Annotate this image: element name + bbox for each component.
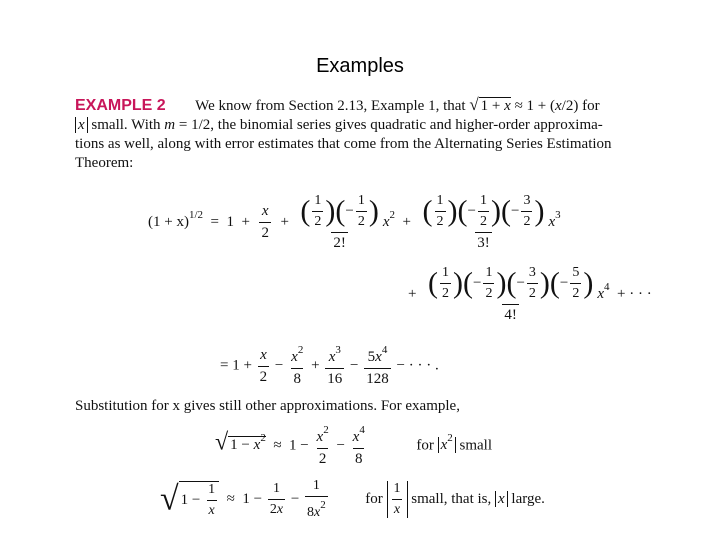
series-row-1: $(1 + x)^{1/2} = 1$ + $\frac{x}{2}$ + ( $\frac{1}{2}$ )(− $\frac{1}{2}$ ) 2! $x^2$ + ( $\frac{1}{2}$ )(− $\frac{1}{2}$ )(− $\frac{3}{2}$ ) 3! $x^3$	[148, 193, 561, 251]
example-label: EXAMPLE 2	[75, 97, 166, 114]
cond2-end: large.	[511, 490, 545, 507]
term-x-over-2: $\frac{x}{2}$	[261, 203, 269, 241]
intro-text-a: We know from Section 2.13, Example 1, that	[195, 98, 466, 114]
series-ellipsis: + · · ·	[617, 285, 652, 302]
term-2: ( $\frac{1}{2}$ )(− $\frac{1}{2}$ ) 2!	[300, 193, 379, 251]
term-4: ( $\frac{1}{2}$ )(− $\frac{1}{2}$ )(− $\frac{3}{2}$ )(− $\frac{5}{2}$ ) 4!	[427, 265, 594, 323]
slide-title: Examples	[316, 55, 404, 77]
intro-text-b: for	[582, 98, 600, 114]
line3-text: tions as well, along with error estimates that come from the Alternating Series Estimation	[75, 136, 612, 152]
sqrt-expression: √ 1 + x ≈ 1 + (x/2)	[469, 95, 579, 114]
approx-row-1: √ $1 - x^2 \approx 1$ − $\frac{x^2}{2}$ − $\frac{x^4}{8}$ for $x^2$ small	[215, 424, 492, 467]
line2-text: small. With	[91, 117, 161, 133]
series-row-3-end: − · · · .	[396, 357, 439, 374]
m-value: m = 1/2	[164, 117, 211, 133]
series-row-2: + ( $\frac{1}{2}$ )(− $\frac{1}{2}$ )(− $\frac{3}{2}$ )(− $\frac{5}{2}$ ) 4! $x^4$ + · · ·	[408, 265, 652, 323]
example-paragraph	[75, 95, 670, 173]
approx-row-2: √ 1 − $\frac{1}{x}$ ≈ 1 − $\frac{1}{2x}$ − $\frac{1}{8x^2}$ for $\frac{1}{x}$ small, that is, x large.	[160, 478, 545, 520]
series-lhs: $(1 + x)^{1/2}$	[148, 208, 204, 230]
substitution-text: Substitution for x gives still other approximations. For example,	[75, 398, 460, 414]
series-row-3: = 1 + $\frac{x}{2}$ − $\frac{x^2}{8}$ + $\frac{x^3}{16}$ − $\frac{5x^4}{128}$ − · · · .	[220, 344, 439, 387]
line2-text-b: , the binomial series gives quadratic and higher-order approxima-	[210, 117, 603, 133]
cond2-text: small, that is,	[411, 490, 492, 507]
cond1-text: small	[459, 437, 492, 454]
abs-x: x	[75, 117, 88, 133]
line4-text: Theorem:	[75, 155, 134, 171]
term-3: ( $\frac{1}{2}$ )(− $\frac{1}{2}$ )(− $\frac{3}{2}$ ) 3!	[422, 193, 545, 251]
